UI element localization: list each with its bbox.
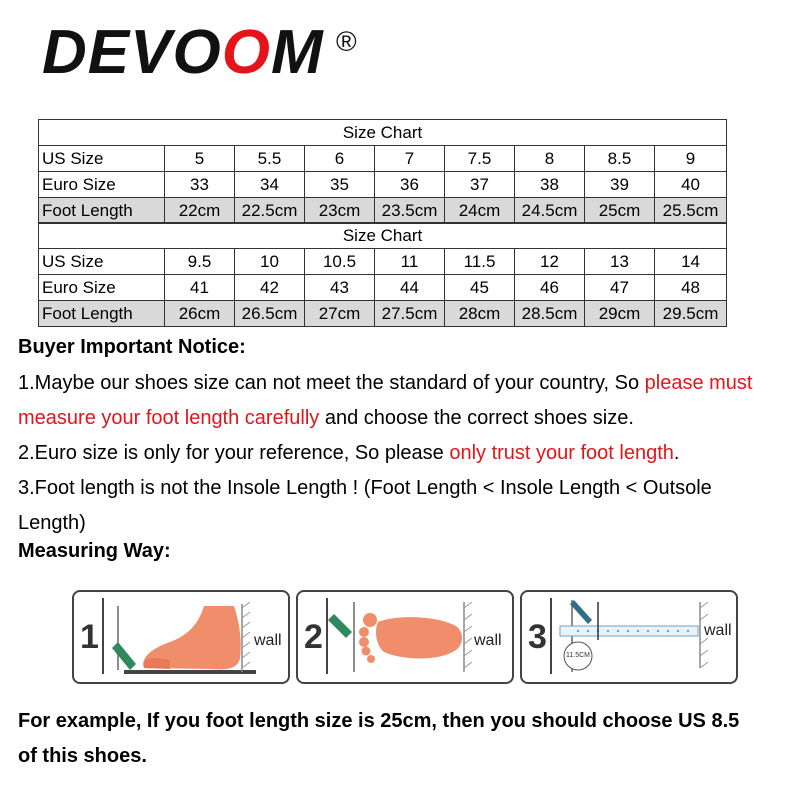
table-cell: 39 xyxy=(585,172,655,198)
table-cell: 11.5 xyxy=(445,249,515,275)
table-cell: 6 xyxy=(305,146,375,172)
notice-highlight: measure your foot length carefully xyxy=(18,407,320,429)
notice-item-1 xyxy=(18,366,788,401)
table-cell: 40 xyxy=(655,172,727,198)
table-cell: 22cm xyxy=(165,198,235,224)
table-cell: 37 xyxy=(445,172,515,198)
row-label: US Size xyxy=(39,249,165,275)
notice-text: 1.Maybe our shoes size can not meet the standard of your country, So xyxy=(18,372,645,394)
size-chart-table-1 xyxy=(38,119,727,224)
table-cell: 36 xyxy=(375,172,445,198)
table-cell: 26cm xyxy=(165,301,235,327)
table-cell: 12 xyxy=(515,249,585,275)
measuring-step-2 xyxy=(296,590,514,684)
brand-text-3: M xyxy=(270,18,324,87)
table-cell: 7.5 xyxy=(445,146,515,172)
table-cell: 27.5cm xyxy=(375,301,445,327)
table-cell: 25.5cm xyxy=(655,198,727,224)
foot-length-row xyxy=(39,198,727,224)
notice-highlight: please must xyxy=(644,372,753,394)
measuring-heading: Measuring Way: xyxy=(18,540,171,562)
step-number: 3 xyxy=(528,618,547,656)
table-cell: 29cm xyxy=(585,301,655,327)
table-cell: 33 xyxy=(165,172,235,198)
table-cell: 43 xyxy=(305,275,375,301)
table-cell: 23.5cm xyxy=(375,198,445,224)
table-cell: 11 xyxy=(375,249,445,275)
brand-logo xyxy=(42,18,358,87)
table-cell: 23cm xyxy=(305,198,375,224)
wall-label: wall xyxy=(474,632,502,649)
step-number: 2 xyxy=(304,618,323,656)
us-size-row xyxy=(39,146,727,172)
example-text xyxy=(18,704,788,774)
table-cell: 47 xyxy=(585,275,655,301)
foot-length-row xyxy=(39,301,727,327)
measuring-step-3 xyxy=(520,590,738,684)
table-cell: 38 xyxy=(515,172,585,198)
table-cell: 28.5cm xyxy=(515,301,585,327)
table-cell: 35 xyxy=(305,172,375,198)
table-cell: 10.5 xyxy=(305,249,375,275)
table-cell: 9.5 xyxy=(165,249,235,275)
notice-item-3-cont: Length) xyxy=(18,512,86,534)
notice-text: 2.Euro size is only for your reference, So please xyxy=(18,442,450,464)
ruler-reading: 11.5CM xyxy=(566,652,590,659)
table-cell: 28cm xyxy=(445,301,515,327)
euro-size-row xyxy=(39,275,727,301)
table-cell: 8 xyxy=(515,146,585,172)
table-cell: 27cm xyxy=(305,301,375,327)
buyer-notice xyxy=(18,334,788,541)
table-cell: 34 xyxy=(235,172,305,198)
table-cell: 24.5cm xyxy=(515,198,585,224)
table-cell: 41 xyxy=(165,275,235,301)
table-cell: 46 xyxy=(515,275,585,301)
notice-item-3: 3.Foot length is not the Insole Length ! (Foot Length < Insole Length < Outsole xyxy=(18,477,712,499)
row-label: Foot Length xyxy=(39,301,165,327)
measuring-steps xyxy=(72,590,734,680)
table-cell: 7 xyxy=(375,146,445,172)
table-cell: 13 xyxy=(585,249,655,275)
size-chart-table-2 xyxy=(38,222,727,327)
table-cell: 22.5cm xyxy=(235,198,305,224)
table-cell: 44 xyxy=(375,275,445,301)
example-line-2: of this shoes. xyxy=(18,745,147,767)
euro-size-row xyxy=(39,172,727,198)
size-chart-caption-row xyxy=(39,223,727,249)
size-chart-caption: Size Chart xyxy=(39,223,727,249)
measuring-step-1 xyxy=(72,590,290,684)
table-cell: 9 xyxy=(655,146,727,172)
table-cell: 8.5 xyxy=(585,146,655,172)
registered-mark: ® xyxy=(335,26,358,57)
step-number: 1 xyxy=(80,618,99,656)
notice-text: and choose the correct shoes size. xyxy=(319,407,634,429)
brand-text-2: O xyxy=(221,18,271,87)
us-size-row xyxy=(39,249,727,275)
notice-item-1-cont xyxy=(18,401,788,436)
notice-text: . xyxy=(673,442,680,464)
table-cell: 42 xyxy=(235,275,305,301)
wall-label: wall xyxy=(254,632,282,649)
example-line-1: For example, If you foot length size is 25cm, then you should choose US 8.5 xyxy=(18,710,740,732)
size-chart-caption-row xyxy=(39,120,727,146)
table-cell: 5.5 xyxy=(235,146,305,172)
table-cell: 5 xyxy=(165,146,235,172)
row-label: Euro Size xyxy=(39,275,165,301)
table-cell: 26.5cm xyxy=(235,301,305,327)
table-cell: 14 xyxy=(655,249,727,275)
size-chart-caption: Size Chart xyxy=(39,120,727,146)
wall-label: wall xyxy=(704,622,732,639)
table-cell: 10 xyxy=(235,249,305,275)
notice-heading: Buyer Important Notice: xyxy=(18,336,246,358)
row-label: Euro Size xyxy=(39,172,165,198)
row-label: Foot Length xyxy=(39,198,165,224)
table-cell: 25cm xyxy=(585,198,655,224)
table-cell: 48 xyxy=(655,275,727,301)
brand-text-1: DEVO xyxy=(42,18,222,87)
row-label: US Size xyxy=(39,146,165,172)
table-cell: 45 xyxy=(445,275,515,301)
notice-item-2 xyxy=(18,436,788,471)
table-cell: 24cm xyxy=(445,198,515,224)
notice-highlight: only trust your foot length xyxy=(449,442,674,464)
table-cell: 29.5cm xyxy=(655,301,727,327)
